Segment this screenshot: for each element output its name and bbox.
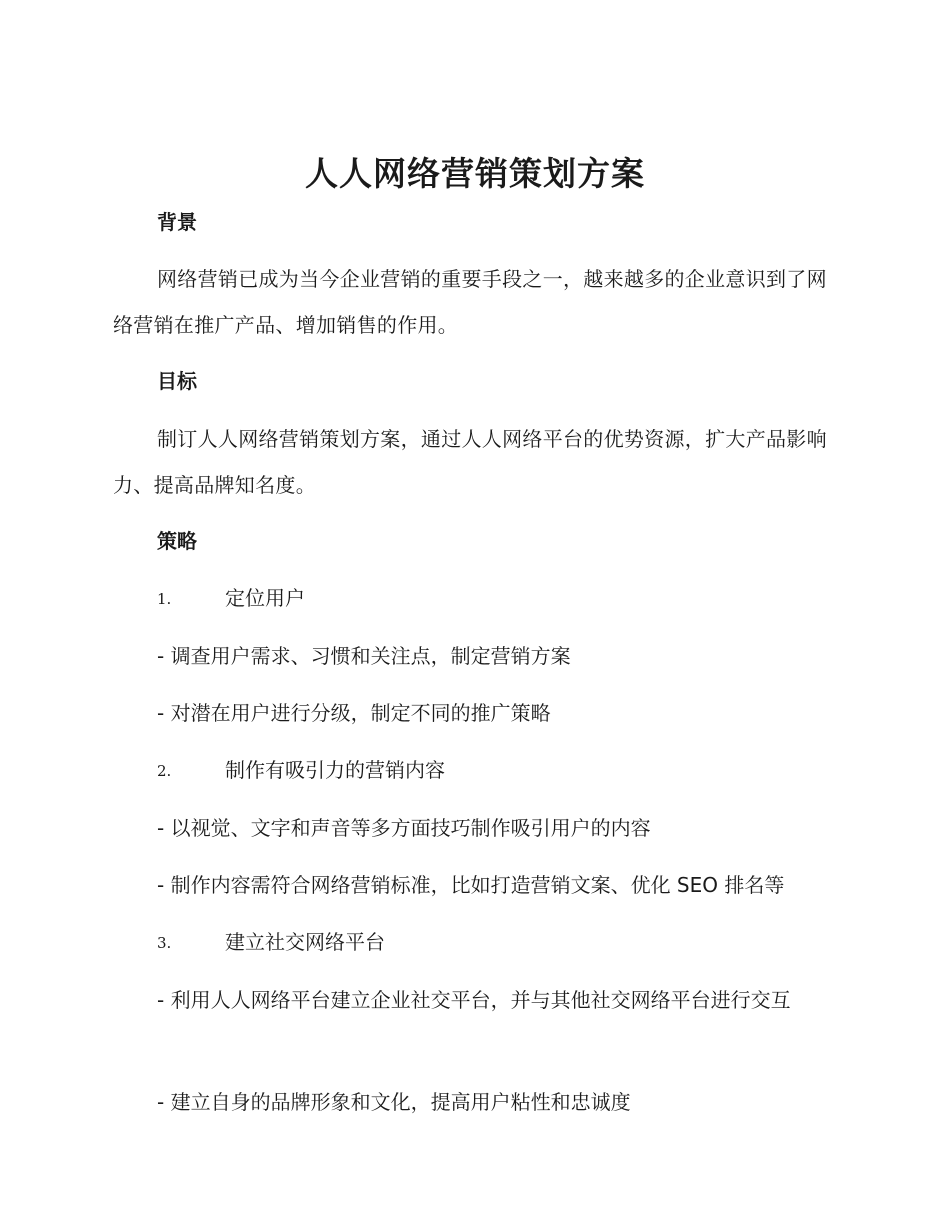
list-item-label: 定位用户 [225,586,305,610]
list-item-point: - 以视觉、文字和声音等多方面技巧制作吸引用户的内容 [157,816,651,840]
list-number: 1. [157,590,172,608]
list-item-point: - 制作内容需符合网络营销标准，比如打造营销文案、优化 SEO 排名等 [157,873,785,897]
list-item-point: - 对潜在用户进行分级，制定不同的推广策略 [157,701,551,725]
section-heading-strategy: 策略 [157,529,197,553]
document-title: 人人网络营销策划方案 [305,154,645,193]
list-item-label: 制作有吸引力的营销内容 [225,758,445,782]
list-number: 3. [157,934,172,952]
background-paragraph: 网络营销已成为当今企业营销的重要手段之一，越来越多的企业意识到了网络营销在推广产品、增加销售的作用。 [113,267,827,337]
list-item-point: - 建立自身的品牌形象和文化，提高用户粘性和忠诚度 [157,1090,631,1114]
section-heading-background: 背景 [157,210,197,234]
list-item-point: - 调查用户需求、习惯和关注点，制定营销方案 [157,644,571,668]
list-item-label: 建立社交网络平台 [225,930,385,954]
list-item-point: - 利用人人网络平台建立企业社交平台，并与其他社交网络平台进行交互 [157,988,791,1012]
list-number: 2. [157,762,172,780]
section-heading-goal: 目标 [157,369,197,393]
goal-paragraph: 制订人人网络营销策划方案，通过人人网络平台的优势资源，扩大产品影响力、提高品牌知名度。 [113,427,827,497]
